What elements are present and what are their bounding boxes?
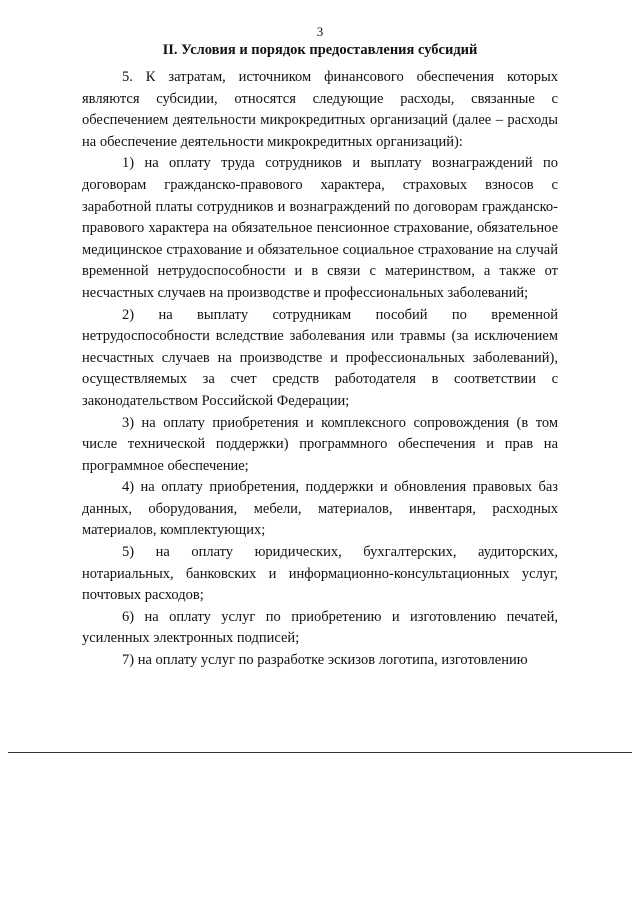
paragraph-item-7: 7) на оплату услуг по разработке эскизов логотипа, изготовлению [122, 652, 528, 669]
document-body [82, 67, 558, 672]
page-divider-line [8, 752, 632, 753]
paragraph-item-1: 1) на оплату труда сотрудников и выплату вознаграждений по договорам гражданско-правового характера, страховых взносов с заработной платы сотрудников и вознаграждений по договорам гражданско-правового характера на обязательное пенсионное страхование, обязательное медицинское страхование и обязательное социальное страхование на случай временной нетрудоспособности и в связи с материнством, а также от несчастных случаев на производстве и профессиональных заболеваний; [82, 155, 558, 301]
paragraph-expenses-intro: 5. К затратам, источником финансового обеспечения которых являются субсидии, относятся следующие расходы, связанные с обеспечением деятельности микрокредитных организаций (далее – расходы на обеспечение деятельности микрокредитных организаций): [82, 69, 558, 150]
paragraph-item-2: 2) на выплату сотрудникам пособий по временной нетрудоспособности вследствие заболевания или травмы (за исключением несчастных случаев на производстве и профессиональных заболеваний), осуществляемых за счет средств работодателя в соответствии с законодательством Российской Федерации; [82, 306, 558, 409]
section-title: II. Условия и порядок предоставления субсидий [162, 42, 478, 58]
paragraph-item-6: 6) на оплату услуг по приобретению и изготовлению печатей, усиленных электронных подписей; [82, 608, 558, 647]
paragraph-item-5: 5) на оплату юридических, бухгалтерских, аудиторских, нотариальных, банковских и информационно-консультационных услуг, почтовых расходов; [82, 544, 558, 604]
paragraph-item-3: 3) на оплату приобретения и комплексного сопровождения (в том числе технической поддержки) программного обеспечения и прав на программное обеспечение; [82, 414, 558, 474]
paragraph-item-4: 4) на оплату приобретения, поддержки и обновления правовых баз данных, оборудования, мебели, материалов, инвентаря, расходных материалов, комплектующих; [82, 479, 558, 539]
page-number: 3 [316, 24, 324, 39]
